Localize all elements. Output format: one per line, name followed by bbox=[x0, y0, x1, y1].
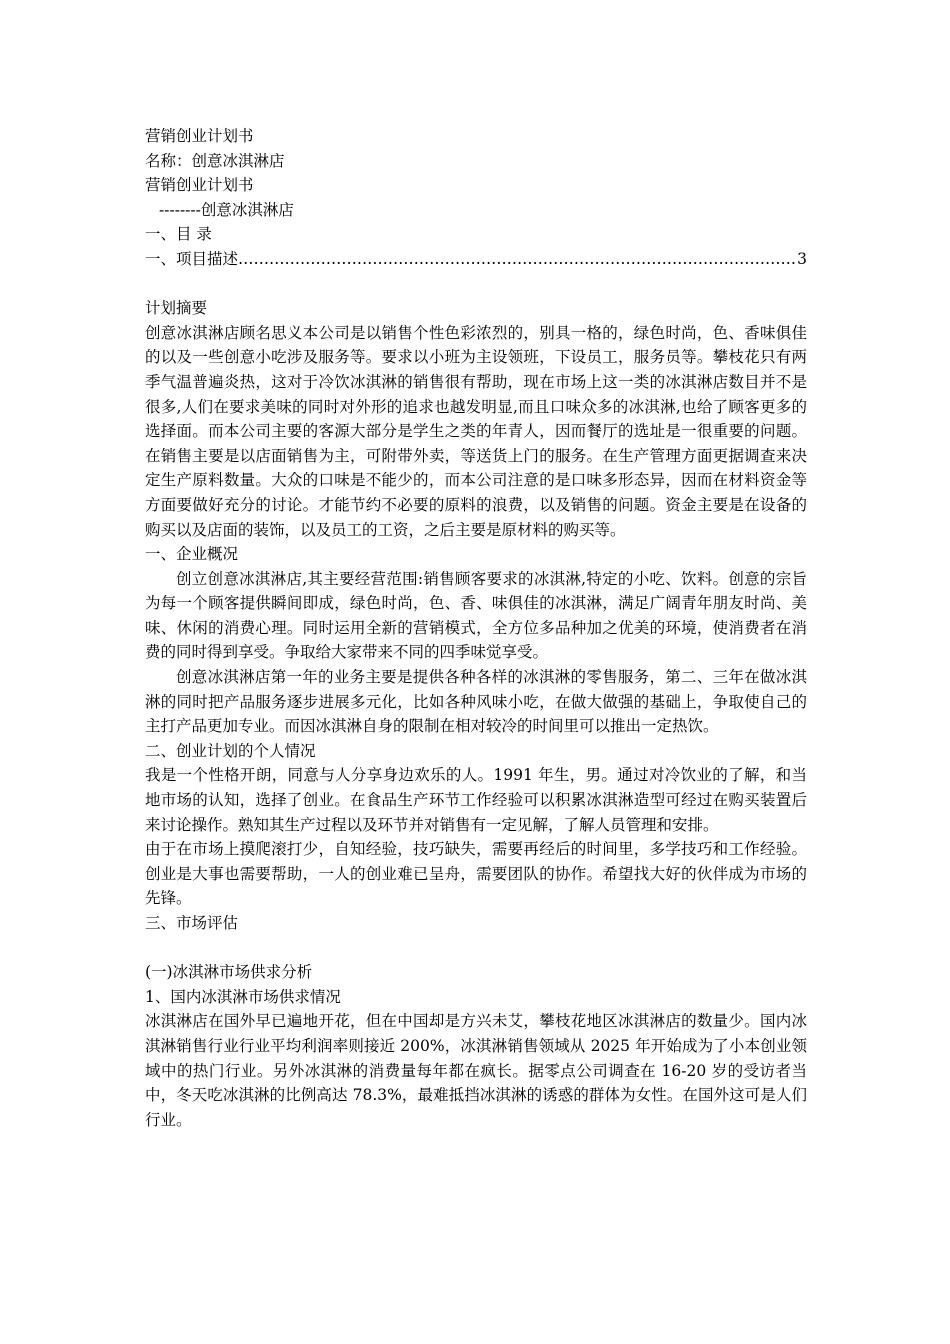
summary-paragraph: 创意冰淇淋店顾名思义本公司是以销售个性色彩浓烈的，别具一格的，绿色时尚，色、香味俱佳的以及一些创意小吃涉及服务等。要求以小班为主设领班，下设员工，服务员等。攀枝花只有两季气温普遍炎热，这对于冷饮冰淇淋的销售很有帮助，现在市场上这一类的冰淇淋店数目并不是很多,人们在要求美味的同时对外形的追求也越发明显,而且口味众多的冰淇淋,也给了顾客更多的选择面。而本公司主要的客源大部分是学生之类的年青人，因而餐厅的选址是一很重要的问题。在销售主要是以店面销售为主，可附带外卖，等送货上门的服务。在生产管理方面更据调查来决定生产原料数量。大众的口味是不能少的，而本公司注意的是口味多形态异，因而在材料资金等方面要做好充分的讨论。才能节约不必要的原料的浪费，以及销售的问题。资金主要是在设备的购买以及店面的装饰，以及员工的工资，之后主要是原材料的购买等。 bbox=[145, 323, 807, 539]
market-subheading-2: 1、国内冰淇淋市场供求情况 bbox=[145, 987, 341, 1006]
overview-heading: 一、企业概况 bbox=[145, 545, 239, 564]
overview-paragraph-1: 创立创意冰淇淋店,其主要经营范围:销售顾客要求的冰淇淋,特定的小吃、饮料。创意的宗旨为每一个顾客提供瞬间即成，绿色时尚，色、香、味俱佳的冰淇淋，满足广阔青年朋友时尚、美味、休闲的消费心理。同时运用全新的营销模式，全方位多品种加之优美的环境，使消费者在消费的同时得到享受。争取给大家带来不同的四季味觉享受。 bbox=[145, 569, 807, 662]
spacer bbox=[145, 272, 807, 297]
overview-paragraph-2: 创意冰淇淋店第一年的业务主要是提供各种各样的冰淇淋的零售服务，第二、三年在做冰淇淋的同时把产品服务逐步进展多元化，比如各种风味小吃，在做大做强的基础上，争取使自己的主打产品更加专业。而因冰淇淋自身的限制在相对较冷的时间里可以推出一定热饮。 bbox=[145, 668, 807, 736]
toc-entry-label: 一、项目描述 bbox=[145, 249, 239, 268]
personal-paragraph-2: 由于在市场上摸爬滚打少，自知经验，技巧缺失，需要再经后的时间里，多学技巧和工作经验。创业是大事也需要帮助，一人的创业难已呈舟，需要团队的协作。希望找大好的伙伴成为市场的先锋。 bbox=[145, 840, 807, 908]
plan-title: 营销创业计划书 bbox=[145, 176, 254, 195]
document-page bbox=[145, 124, 807, 1132]
toc-entry[interactable] bbox=[145, 247, 807, 272]
toc-entry-leader: ……………………………………………………………………………………………… bbox=[238, 249, 797, 268]
market-paragraph-1: 冰淇淋店在国外早已遍地开花，但在中国却是方兴未艾，攀枝花地区冰淇淋店的数量少。国内冰淇淋销售行业行业平均利润率则接近 200%，冰淇淋销售领域从 2025 年开始成为了小本创业领域中的热门行业。另外冰淇淋的消费量每年都在疯长。据零点公司调查在 16-20 岁的受访者当中，冬天吃冰淇淋的比例高达 78.3%，最难抵挡冰淇淋的诱惑的群体为女性。在国外这可是人们行业。 bbox=[145, 1012, 807, 1129]
name-line: 名称：创意冰淇淋店 bbox=[145, 151, 285, 170]
market-subheading-1: (一)冰淇淋市场供求分析 bbox=[145, 963, 313, 982]
summary-heading: 计划摘要 bbox=[145, 299, 208, 318]
toc-entry-page: 3 bbox=[797, 249, 807, 268]
plan-subtitle: --------创意冰淇淋店 bbox=[159, 200, 294, 219]
personal-heading: 二、创业计划的个人情况 bbox=[145, 741, 316, 760]
document-title: 营销创业计划书 bbox=[145, 127, 254, 145]
personal-paragraph-1: 我是一个性格开朗，同意与人分享身边欢乐的人。1991 年生，男。通过对冷饮业的了解，和当地市场的认知，选择了创业。在食品生产环节工作经验可以积累冰淇淋造型可经过在购买装置后来讨论操作。熟知其生产过程以及环节并对销售有一定见解，了解人员管理和安排。 bbox=[145, 766, 807, 834]
market-heading: 三、市场评估 bbox=[145, 914, 239, 932]
spacer bbox=[145, 936, 807, 961]
toc-heading: 一、目 录 bbox=[145, 225, 212, 244]
